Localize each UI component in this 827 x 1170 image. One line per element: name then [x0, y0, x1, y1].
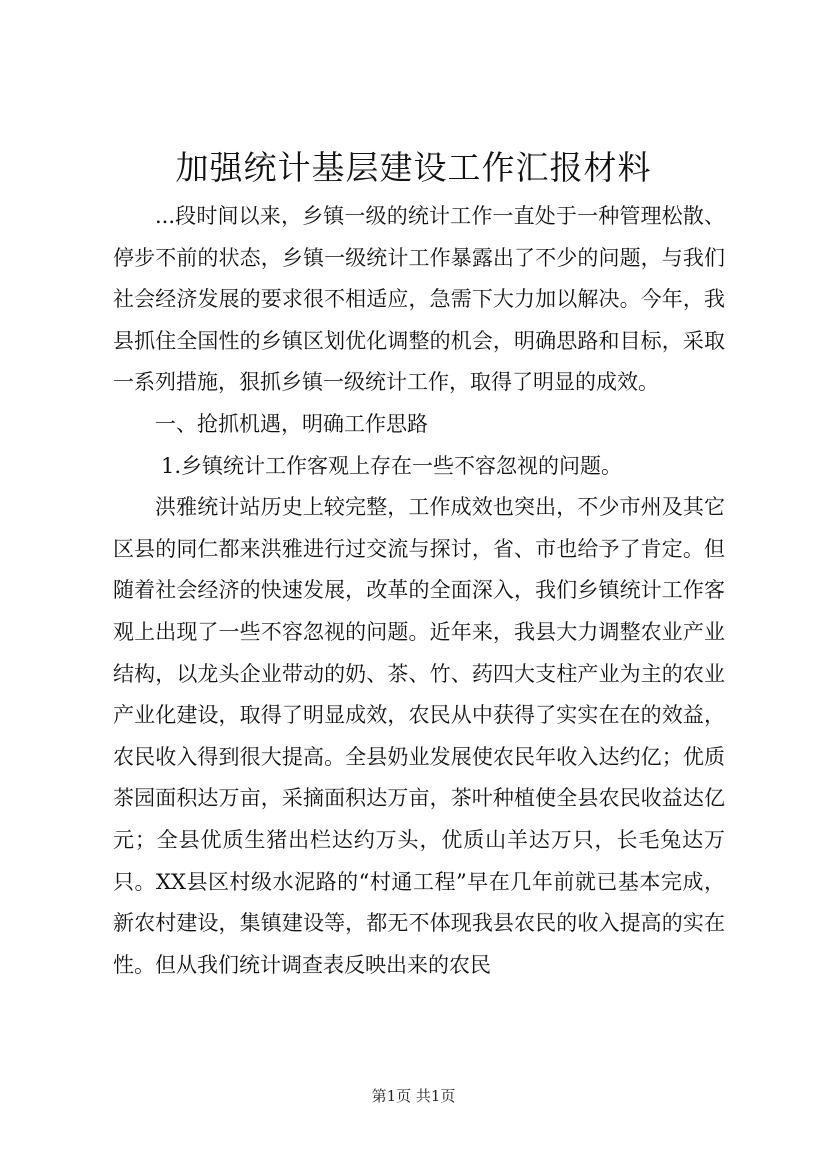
page-footer: 第1页 共1页 — [371, 1087, 456, 1105]
document-body — [113, 196, 725, 986]
subsection-heading: 1.乡镇统计工作客观上存在一些不容忽视的问题。 — [161, 453, 623, 478]
section-heading: 一、抢抓机遇，明确工作思路 — [155, 411, 428, 436]
paragraph-intro: ...段时间以来，乡镇一级的统计工作一直处于一种管理松散、停步不前的状态，乡镇一级统计工作暴露出了不少的问题，与我们社会经济发展的要求很不相适应，急需下大力加以解决。今年，我县抓住全国性的乡镇区划优化调整的机会，明确思路和目标，采取一系列措施，狠抓乡镇一级统计工作，取得了明显的成效。 — [113, 204, 725, 395]
paragraph-body: 洪雅统计站历史上较完整，工作成效也突出，不少市州及其它区县的同仁都来洪雅进行过交流与探讨，省、市也给予了肯定。但随着社会经济的快速发展，改革的全面深入，我们乡镇统计工作客观上出现了一些不容忽视的问题。近年来，我县大力调整农业产业结构，以龙头企业带动的奶、茶、竹、药四大支柱产业为主的农业产业化建设，取得了明显成效，农民从中获得了实实在在的效益，农民收入得到很大提高。全县奶业发展使农民年收入达约亿；优质茶园面积达万亩，采摘面积达万亩，茶叶种植使全县农民收益达亿元；全县优质生猪出栏达约万头，优质山羊达万只，长毛兔达万只。XX县区村级水泥路的“村通工程”早在几年前就已基本完成，新农村建设，集镇建设等，都无不体现我县农民的收入提高的实在性。但从我们统计调查表反映出来的农民 — [113, 495, 725, 977]
document-title: 加强统计基层建设工作汇报材料 — [175, 148, 652, 187]
